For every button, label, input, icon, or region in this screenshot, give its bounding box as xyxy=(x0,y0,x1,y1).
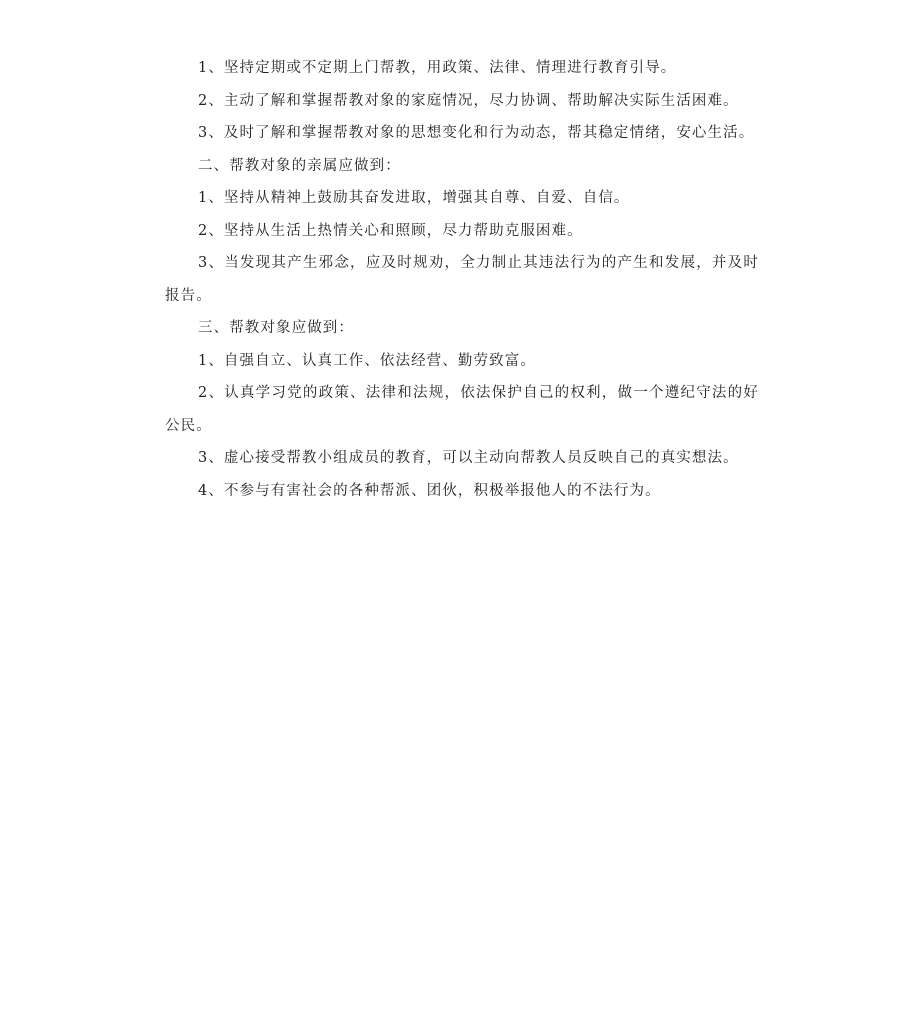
paragraph-subjects-4: 4、不参与有害社会的各种帮派、团伙，积极举报他人的不法行为。 xyxy=(198,482,661,499)
paragraph-duty-1: 1、坚持定期或不定期上门帮教，用政策、法律、情理进行教育引导。 xyxy=(198,60,677,76)
paragraph-duty-2: 2、主动了解和掌握帮教对象的家庭情况，尽力协调、帮助解决实际生活困难。 xyxy=(198,92,739,109)
section-heading-relatives: 二、帮教对象的亲属应做到： xyxy=(198,157,401,174)
paragraph-relatives-3: 3、当发现其产生邪念，应及时规劝，全力制止其违法行为的产生和发展，并及时报告。 xyxy=(165,255,759,304)
paragraph-subjects-1: 1、自强自立、认真工作、依法经营、勤劳致富。 xyxy=(198,352,536,369)
paragraph-subjects-2: 2、认真学习党的政策、法律和法规，依法保护自己的权利，做一个遵纪守法的好公民。 xyxy=(165,385,759,434)
paragraph-relatives-2: 2、坚持从生活上热情关心和照顾，尽力帮助克服困难。 xyxy=(198,222,583,239)
paragraph-duty-3: 3、及时了解和掌握帮教对象的思想变化和行为动态，帮其稳定情绪，安心生活。 xyxy=(198,125,755,141)
paragraph-subjects-3: 3、虚心接受帮教小组成员的教育，可以主动向帮教人员反映自己的真实想法。 xyxy=(198,450,739,466)
paragraph-relatives-1: 1、坚持从精神上鼓励其奋发进取，增强其自尊、自爱、自信。 xyxy=(198,190,630,206)
section-heading-subjects: 三、帮教对象应做到： xyxy=(198,320,354,336)
document-body xyxy=(165,52,759,507)
